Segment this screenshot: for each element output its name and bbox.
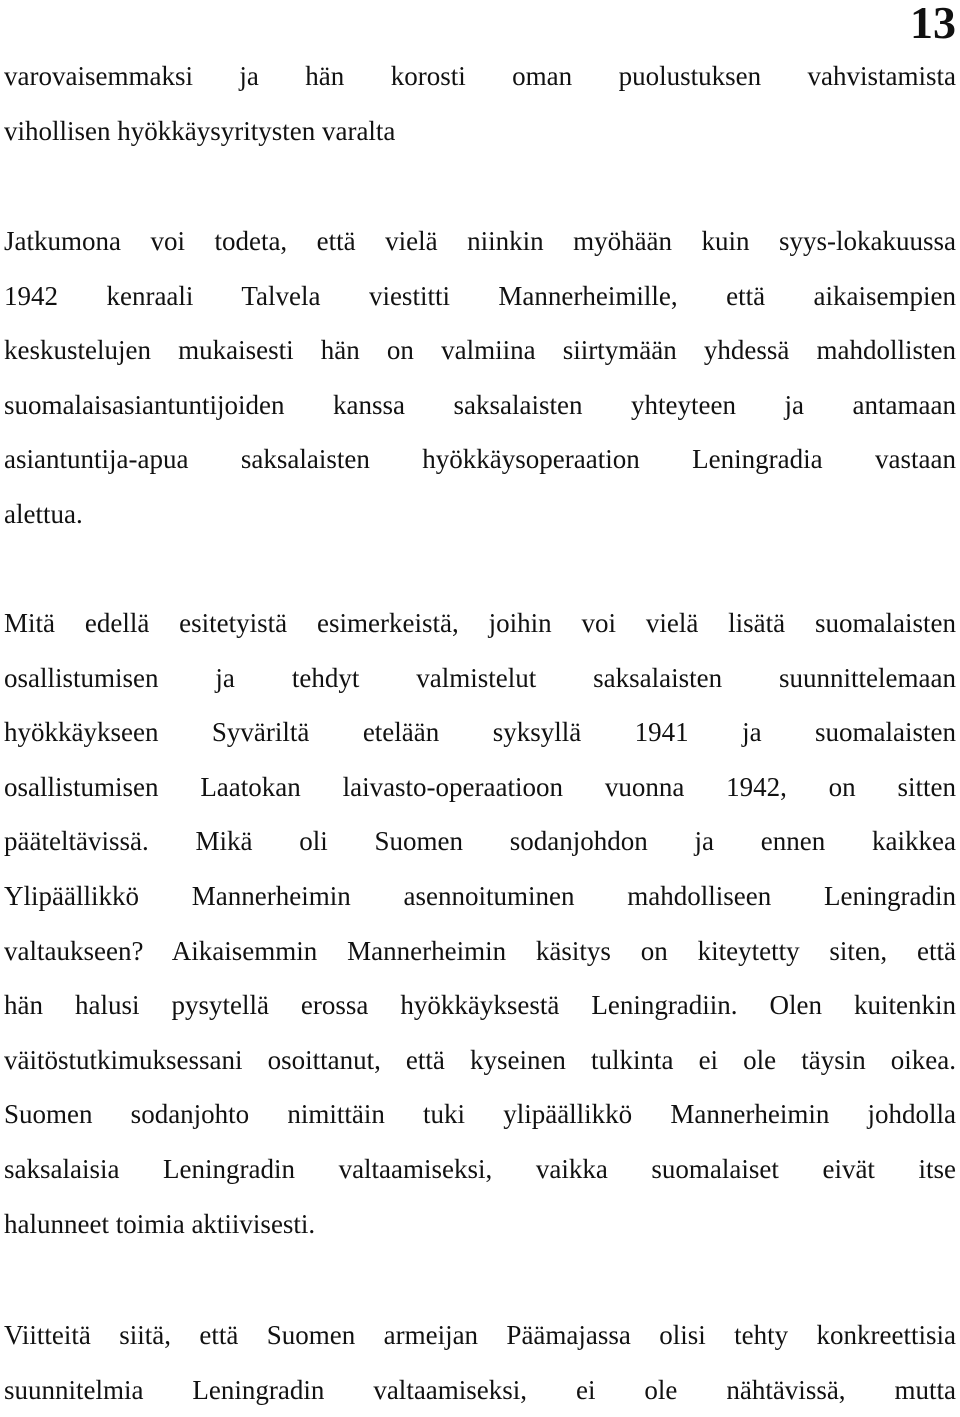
text-line: vihollisen hyökkäysyritysten varalta xyxy=(4,115,396,146)
text-line: hän halusi pysytellä erossa hyökkäyksestä Leningradiin. Olen kuitenkin xyxy=(4,990,956,1021)
text-line: Jatkumona voi todeta, että vielä niinkin myöhään kuin syys-lokakuussa xyxy=(4,226,956,256)
text-line: asiantuntija-apua saksalaisten hyökkäysoperaation Leningradia vastaan xyxy=(4,444,956,475)
text-line: Viitteitä siitä, että Suomen armeijan Päämajassa olisi tehty konkreettisia xyxy=(4,1320,956,1350)
text-line: suunnitelmia Leningradin valtaamiseksi, ei ole nähtävissä, mutta xyxy=(4,1374,956,1405)
text-line: osallistumisen ja tehdyt valmistelut saksalaisten suunnittelemaan xyxy=(4,662,956,693)
paragraph-3 xyxy=(4,596,956,1251)
text-line: valtaukseen? Aikaisemmin Mannerheimin käsitys on kiteytetty siten, että xyxy=(4,935,956,966)
text-line: halunneet toimia aktiivisesti. xyxy=(4,1208,316,1239)
paragraph-2 xyxy=(4,214,956,542)
text-line: hyökkäykseen Syväriltä etelään syksyllä 1941 ja suomalaisten xyxy=(4,717,956,748)
text-line: saksalaisia Leningradin valtaamiseksi, vaikka suomalaiset eivät itse xyxy=(4,1153,956,1184)
text-line: varovaisemmaksi ja hän korosti oman puolustuksen vahvistamista xyxy=(4,61,956,91)
text-line: alettua. xyxy=(4,498,83,529)
text-line: suomalaisasiantuntijoiden kanssa saksalaisten yhteyteen ja antamaan xyxy=(4,389,956,420)
text-line: Mitä edellä esitetyistä esimerkeistä, joihin voi vielä lisätä suomalaisten xyxy=(4,608,956,638)
paragraph-1 xyxy=(4,49,956,158)
paragraph-4 xyxy=(4,1308,956,1417)
text-line: Ylipäällikkö Mannerheimin asennoituminen mahdolliseen Leningradin xyxy=(4,880,956,911)
text-line: väitöstutkimuksessani osoittanut, että kyseinen tulkinta ei ole täysin oikea. xyxy=(4,1044,956,1075)
text-line: pääteltävissä. Mikä oli Suomen sodanjohdon ja ennen kaikkea xyxy=(4,826,956,857)
text-line: osallistumisen Laatokan laivasto-operaatioon vuonna 1942, on sitten xyxy=(4,771,956,802)
text-line: Suomen sodanjohto nimittäin tuki ylipäällikkö Mannerheimin johdolla xyxy=(4,1099,956,1130)
text-line: 1942 kenraali Talvela viestitti Mannerheimille, että aikaisempien xyxy=(4,280,956,311)
text-line: keskustelujen mukaisesti hän on valmiina siirtymään yhdessä mahdollisten xyxy=(4,335,956,366)
page-number: 13 xyxy=(910,0,956,48)
